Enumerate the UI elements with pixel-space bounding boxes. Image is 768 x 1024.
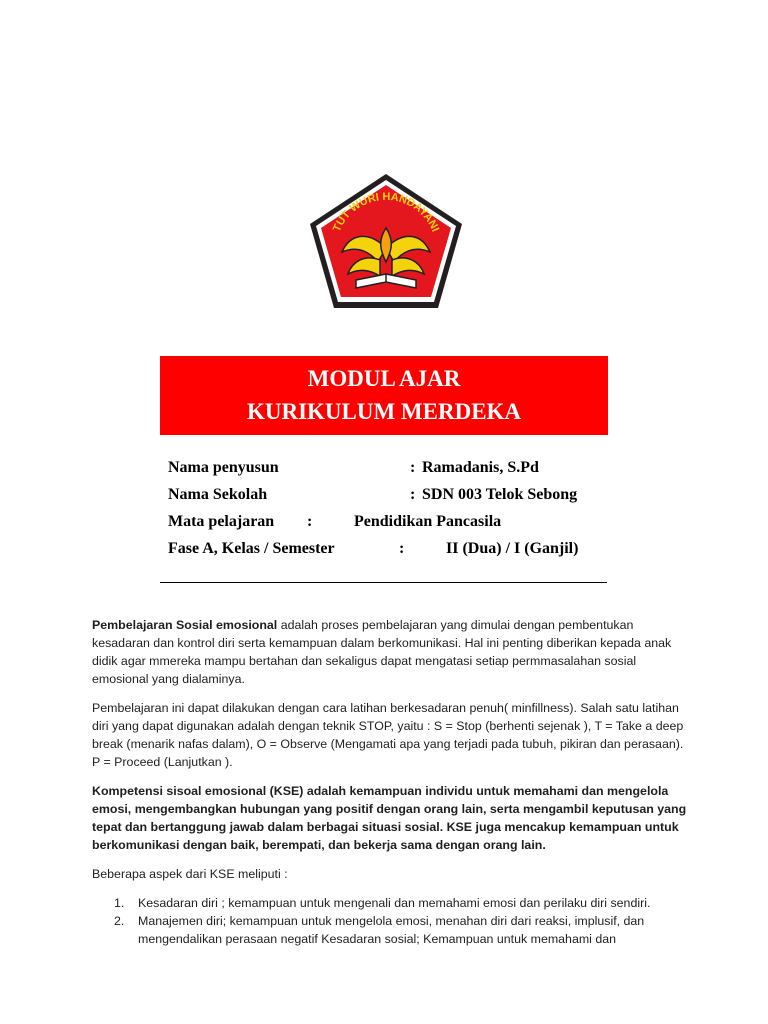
divider-line: [160, 582, 607, 583]
info-separator: :: [307, 513, 313, 530]
info-label: Mata pelajaran: [168, 513, 275, 530]
info-label: Nama penyusun: [168, 459, 279, 476]
list-item: [92, 912, 692, 948]
paragraph-4: Beberapa aspek dari KSE meliputi :: [92, 867, 288, 881]
info-row-mapel: [168, 513, 608, 540]
info-row-fase: [168, 540, 608, 567]
paragraph-1-text: adalah proses pembelajaran yang dimulai dengan pembentukan kesadaran dan kontrol diri serta kemampuan dalam berkomunikasi. Hal ini penting diberikan kepada anak didik agar mmereka mampu bertahan dan sekaligus dapat mengatasi setiap permmasalahan sosial emosional yang dialaminya.: [92, 618, 672, 686]
list-number: 1.: [114, 896, 125, 910]
kse-aspect-list: [92, 894, 692, 948]
info-value: Ramadanis, S.Pd: [422, 459, 539, 476]
list-item: [92, 894, 692, 912]
info-value: SDN 003 Telok Sebong: [422, 486, 578, 503]
info-label: Fase A, Kelas / Semester: [168, 540, 335, 557]
info-value: II (Dua) / I (Ganjil): [446, 540, 579, 557]
info-row-sekolah: [168, 486, 608, 513]
title-line-1: MODUL AJAR: [307, 366, 461, 391]
module-info: [168, 459, 608, 567]
info-row-penyusun: [168, 459, 608, 486]
list-text: Manajemen diri; kemampuan untuk mengelola emosi, menahan diri dari reaksi, implusif, dan mengendalikan perasaan negatif Kesadaran sosial; Kemampuan untuk memahami dan: [138, 914, 645, 946]
paragraph-1-term: Pembelajaran Sosial emosional: [92, 618, 278, 632]
info-separator: :: [399, 540, 405, 557]
paragraph-1: [92, 616, 692, 688]
tut-wuri-handayani-logo: [306, 170, 466, 312]
paragraph-2: Pembelajaran ini dapat dilakukan dengan cara latihan berkesadaran penuh( minfillness). Salah satu latihan diri yang dapat digunakan adalah dengan teknik STOP, yaitu : S = Stop (berhenti sejenak ), T = Take a deep break (menarik nafas dalam), O = Observe (Mengamati apa yang terjadi pada tubuh, pikiran dan perasaan). P = Proceed (Lanjutkan ).: [92, 701, 684, 769]
info-separator: :: [410, 459, 416, 476]
info-label: Nama Sekolah: [168, 486, 268, 503]
info-separator: :: [410, 486, 416, 503]
list-text: Kesadaran diri ; kemampuan untuk mengenali dan memahami emosi dan perilaku diri sendiri.: [138, 896, 651, 910]
title-banner: [160, 356, 608, 435]
paragraph-3: Kompetensi sisoal emosional (KSE) adalah kemampuan individu untuk memahami dan mengelola emosi, mengembangkan hubungan yang positif dengan orang lain, serta mengambil keputusan yang tepat dan bertanggung jawab dalam berbagai situasi sosial. KSE juga mencakup kemampuan untuk berkomunikasi dengan baik, berempati, dan bekerja sama dengan orang lain.: [92, 784, 687, 852]
title-line-2: KURIKULUM MERDEKA: [246, 399, 522, 424]
logo-emblem-icon: [306, 170, 466, 312]
document-body: [92, 616, 692, 948]
logo-motto: TUT WURI HANDAYANI: [330, 190, 442, 234]
info-value: Pendidikan Pancasila: [354, 513, 502, 530]
list-number: 2.: [114, 914, 125, 928]
